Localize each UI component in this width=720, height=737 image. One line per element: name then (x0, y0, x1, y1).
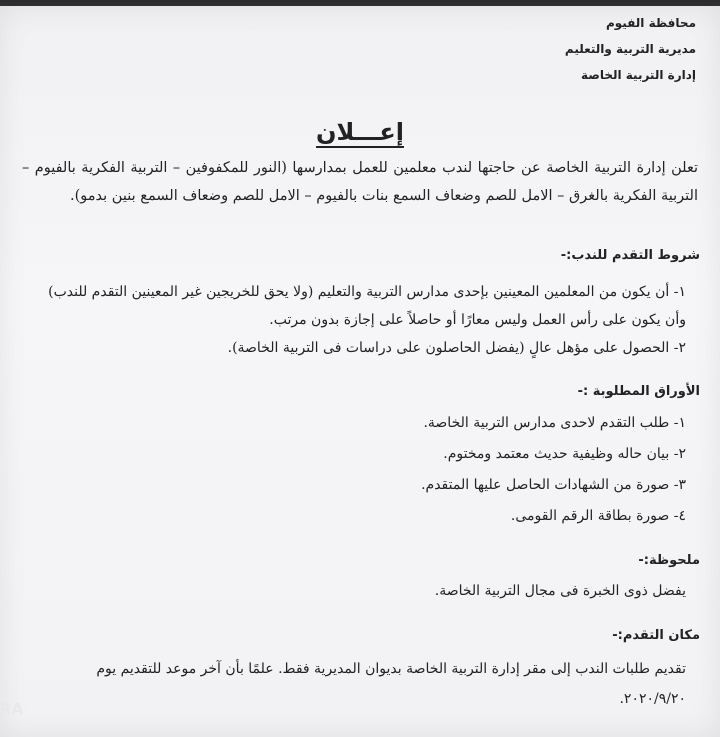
document-item: ٢- بيان حاله وظيفية حديث معتمد ومختوم. (443, 446, 686, 462)
note-heading: ملحوظة:- (638, 553, 700, 568)
watermark-text: RA (0, 700, 24, 718)
place-text (26, 654, 686, 714)
letterhead (565, 10, 698, 88)
place-heading: مكان التقدم:- (612, 628, 700, 643)
intro-paragraph: تعلن إدارة التربية الخاصة عن حاجتها لندب معلمين للعمل بمدارسها (النور للمكفوفين – التربية الفكرية بالفيوم – التربية الفكرية بالغرق – الامل للصم وضعاف السمع بنات بالفيوم – الامل للصم وضعاف السمع بنين بدمو). (22, 160, 698, 204)
announcement-title: إعـــلان (316, 118, 404, 146)
announcement-document (20, 6, 700, 731)
directorate-line: مديرية التربية والتعليم (564, 42, 696, 56)
document-item: ١- طلب التقدم لاحدى مدارس التربية الخاصة. (423, 415, 686, 431)
department-line: إدارة التربية الخاصة (580, 68, 696, 82)
governorate-line: محافظة الفيوم (605, 16, 696, 30)
conditions-list (26, 278, 686, 362)
conditions-heading: شروط التقدم للندب:- (560, 248, 700, 263)
condition-item: ٢- الحصول على مؤهل عالٍ (يفضل الحاصلون على دراسات فى التربية الخاصة). (227, 340, 686, 356)
documents-heading: الأوراق المطلوبة :- (577, 384, 700, 399)
deadline-line: ٢٠٢٠/٩/٢٠. (619, 691, 686, 707)
place-line: تقديم طلبات الندب إلى مقر إدارة التربية الخاصة بديوان المديرية فقط. علمًا بأن آخر موعد للتقديم يوم (96, 661, 686, 677)
document-page (0, 6, 720, 737)
condition-item: ١- أن يكون من المعلمين المعينين بإحدى مدارس التربية والتعليم (ولا يحق للخريجين غير المعينين التقدم للندب) وأن يكون على رأس العمل وليس معارًا أو حاصلاً على إجازة بدون مرتب. (48, 284, 686, 328)
documents-list (26, 408, 686, 532)
note-text: يفضل ذوى الخبرة فى مجال التربية الخاصة. (434, 583, 686, 599)
document-item: ٤- صورة بطاقة الرقم القومى. (510, 508, 686, 524)
document-item: ٣- صورة من الشهادات الحاصل عليها المتقدم. (421, 477, 686, 493)
